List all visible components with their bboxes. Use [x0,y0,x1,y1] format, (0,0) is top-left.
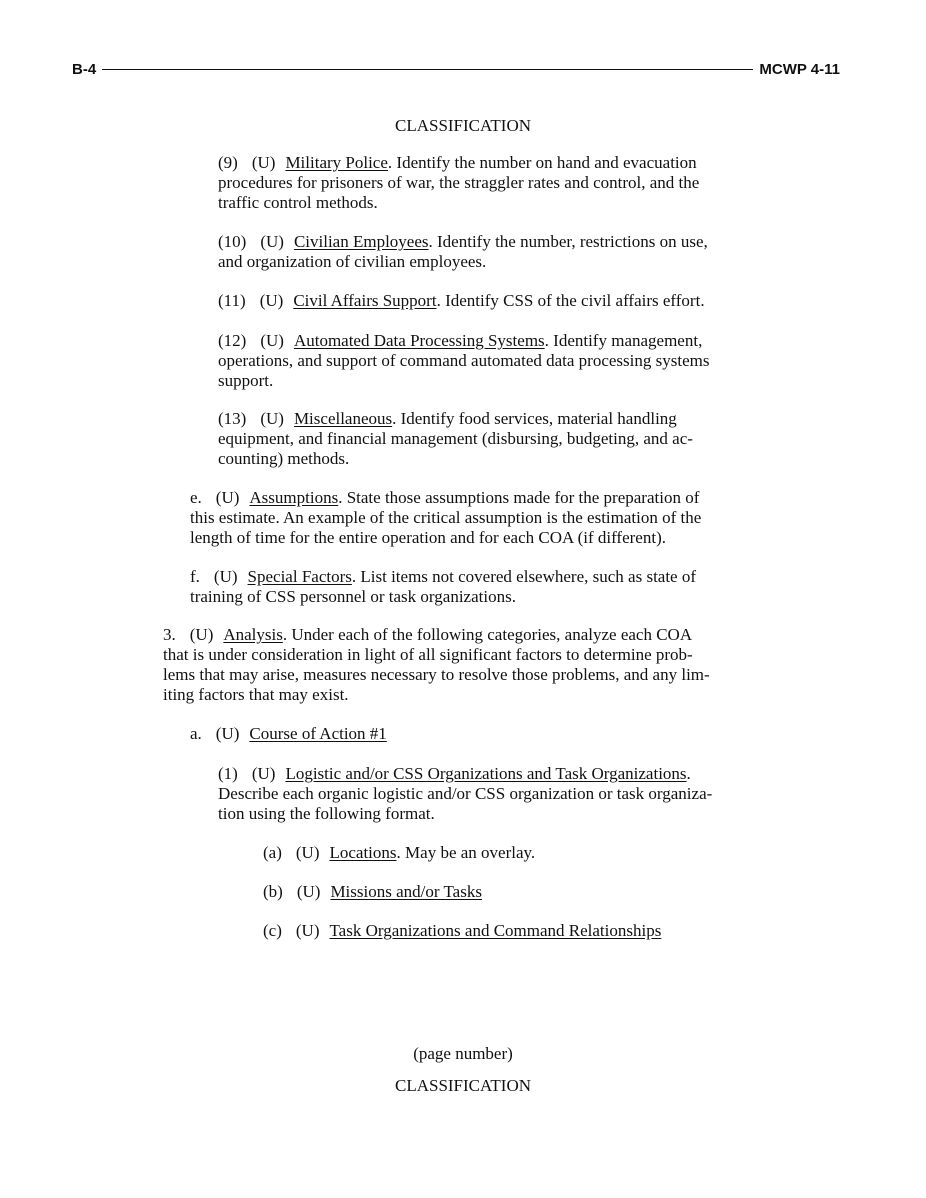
paragraph-sub-a [263,843,535,863]
para-title: Missions and/or Tasks [330,882,482,901]
header-rule [102,69,753,70]
para-text: that is under consideration in light of all significant factors to determine prob- [163,645,693,664]
para-text: and organization of civilian employees. [218,252,487,271]
para-mark: (U) [215,488,240,507]
paragraph-sub-b [263,882,482,902]
page-id: B-4 [72,60,97,78]
para-text: equipment, and financial management (disbursing, budgeting, and ac- [218,429,693,448]
classification-bottom: CLASSIFICATION [394,1076,532,1095]
para-mark: (U) [260,232,284,251]
para-title: Course of Action #1 [249,724,387,743]
para-title: Civilian Employees [293,232,429,251]
para-number: (13) [218,409,247,428]
para-number: (b) [263,882,283,901]
para-text: . [686,764,691,783]
paragraph-f [190,567,696,607]
para-number: (c) [263,921,282,940]
para-title: Special Factors [247,567,352,586]
para-text: iting factors that may exist. [163,685,349,704]
paragraph-sub-c [263,921,661,941]
para-text: this estimate. An example of the critical assumption is the estimation of the [190,508,702,527]
paragraph-9 [218,153,699,213]
para-mark: (U) [295,843,320,862]
para-mark: (U) [251,764,276,783]
paragraph-a [190,724,387,744]
para-mark: (U) [260,331,284,350]
paragraph-e [190,488,701,548]
para-mark: (U) [189,625,214,644]
para-title: Task Organizations and Command Relationships [329,921,662,940]
para-mark: (U) [260,409,284,428]
para-text: . List items not covered elsewhere, such as state of [351,567,697,586]
para-number: (12) [218,331,247,350]
para-text: length of time for the entire operation and for each COA (if different). [190,528,666,547]
paragraph-11 [218,291,705,311]
para-number: e. [190,488,202,507]
para-mark: (U) [213,567,238,586]
para-number: (a) [263,843,282,862]
para-title: Miscellaneous [293,409,393,428]
paragraph-13 [218,409,693,469]
para-text: support. [218,371,274,390]
para-text: traffic control methods. [218,193,378,212]
page-number-placeholder: (page number) [413,1044,513,1063]
classification-top: CLASSIFICATION [394,116,532,135]
para-text: . Identify CSS of the civil affairs effort. [436,291,705,310]
running-header [72,58,840,80]
para-text: training of CSS personnel or task organizations. [190,587,516,606]
para-text: . Under each of the following categories, analyze each COA [282,625,693,644]
para-text: . Identify food services, material handling [392,409,677,428]
paragraph-1 [218,764,712,824]
paragraph-3 [163,625,710,705]
para-mark: (U) [215,724,240,743]
para-title: Assumptions [249,488,339,507]
para-number: 3. [163,625,176,644]
para-text: lems that may arise, measures necessary to resolve those problems, and any lim- [163,665,710,684]
para-text: counting) methods. [218,449,350,468]
para-text: . Identify management, [544,331,703,350]
para-title: Automated Data Processing Systems [293,331,545,350]
document-id: MCWP 4-11 [759,60,840,78]
paragraph-10 [218,232,708,272]
para-mark: (U) [296,882,321,901]
paragraph-12 [218,331,709,391]
para-text: . May be an overlay. [396,843,536,862]
para-title: Civil Affairs Support [293,291,437,310]
para-text: Describe each organic logistic and/or CSS organization or task organiza- [218,784,713,803]
para-text: procedures for prisoners of war, the straggler rates and control, and the [218,173,700,192]
para-title: Locations [329,843,397,862]
para-title: Military Police [285,153,388,172]
para-mark: (U) [295,921,320,940]
para-number: (1) [218,764,238,783]
para-text: . Identify the number on hand and evacuation [387,153,697,172]
para-title: Analysis [223,625,283,644]
para-number: a. [190,724,202,743]
para-text: . State those assumptions made for the preparation of [338,488,700,507]
para-text: tion using the following format. [218,804,435,823]
para-text: operations, and support of command automated data processing systems [218,351,710,370]
para-text: . Identify the number, restrictions on use, [428,232,708,251]
para-number: (10) [218,232,247,251]
para-number: f. [190,567,200,586]
para-title: Logistic and/or CSS Organizations and Task Organizations [285,764,687,783]
para-mark: (U) [251,153,276,172]
para-number: (9) [218,153,238,172]
para-mark: (U) [259,291,284,310]
para-number: (11) [218,291,246,310]
